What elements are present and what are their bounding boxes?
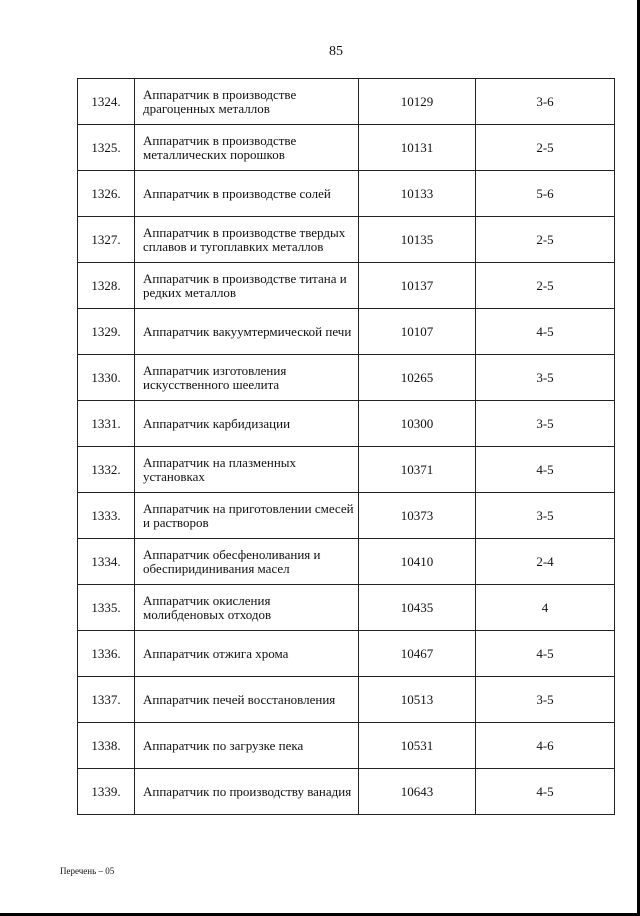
row-number: 1330. — [78, 355, 135, 401]
page-number: 85 — [329, 44, 343, 59]
row-number: 1335. — [78, 585, 135, 631]
table-row — [78, 631, 615, 677]
occupation-name: Аппаратчик по загрузке пека — [135, 723, 359, 769]
table-row — [78, 401, 615, 447]
grade-range: 4-5 — [476, 309, 615, 355]
occupation-code: 10513 — [359, 677, 476, 723]
table-row — [78, 677, 615, 723]
table-row — [78, 125, 615, 171]
occupation-code: 10410 — [359, 539, 476, 585]
grade-range: 2-5 — [476, 125, 615, 171]
grade-range: 5-6 — [476, 171, 615, 217]
row-number: 1331. — [78, 401, 135, 447]
occupation-code: 10300 — [359, 401, 476, 447]
row-number: 1333. — [78, 493, 135, 539]
occupation-code: 10531 — [359, 723, 476, 769]
occupation-code: 10129 — [359, 79, 476, 125]
grade-range: 2-4 — [476, 539, 615, 585]
grade-range: 4-6 — [476, 723, 615, 769]
occupation-name: Аппаратчик отжига хрома — [135, 631, 359, 677]
table-row — [78, 723, 615, 769]
occupation-code: 10467 — [359, 631, 476, 677]
occupation-name: Аппаратчик в производстве титана и редких металлов — [135, 263, 359, 309]
table-row — [78, 539, 615, 585]
occupation-name: Аппаратчик в производстве драгоценных металлов — [135, 79, 359, 125]
grade-range: 3-6 — [476, 79, 615, 125]
table-row — [78, 79, 615, 125]
grade-range: 3-5 — [476, 677, 615, 723]
row-number: 1325. — [78, 125, 135, 171]
row-number: 1339. — [78, 769, 135, 815]
occupation-name: Аппаратчик на плазменных установках — [135, 447, 359, 493]
occupation-name: Аппаратчик в производстве твердых сплавов и тугоплавких металлов — [135, 217, 359, 263]
occupation-code: 10371 — [359, 447, 476, 493]
occupation-name: Аппаратчик в производстве металлических порошков — [135, 125, 359, 171]
table-row — [78, 447, 615, 493]
row-number: 1336. — [78, 631, 135, 677]
grade-range: 4-5 — [476, 769, 615, 815]
grade-range: 4-5 — [476, 631, 615, 677]
table-row — [78, 171, 615, 217]
table-row — [78, 309, 615, 355]
row-number: 1334. — [78, 539, 135, 585]
row-number: 1327. — [78, 217, 135, 263]
row-number: 1328. — [78, 263, 135, 309]
row-number: 1326. — [78, 171, 135, 217]
occupation-code: 10435 — [359, 585, 476, 631]
occupation-code: 10135 — [359, 217, 476, 263]
row-number: 1324. — [78, 79, 135, 125]
occupation-code: 10131 — [359, 125, 476, 171]
grade-range: 3-5 — [476, 401, 615, 447]
occupation-name: Аппаратчик по производству ванадия — [135, 769, 359, 815]
occupation-code: 10373 — [359, 493, 476, 539]
occupation-code: 10643 — [359, 769, 476, 815]
occupation-name: Аппаратчик обесфеноливания и обеспиридинивания масел — [135, 539, 359, 585]
occupation-code: 10133 — [359, 171, 476, 217]
grade-range: 3-5 — [476, 355, 615, 401]
table-row — [78, 355, 615, 401]
row-number: 1329. — [78, 309, 135, 355]
table-row — [78, 585, 615, 631]
occupation-code: 10107 — [359, 309, 476, 355]
occupation-name: Аппаратчик окисления молибденовых отходов — [135, 585, 359, 631]
occupation-name: Аппаратчик печей восстановления — [135, 677, 359, 723]
occupation-name: Аппаратчик в производстве солей — [135, 171, 359, 217]
grade-range: 2-5 — [476, 217, 615, 263]
occupation-code: 10137 — [359, 263, 476, 309]
occupation-name: Аппаратчик вакуумтермической печи — [135, 309, 359, 355]
occupation-code: 10265 — [359, 355, 476, 401]
grade-range: 4-5 — [476, 447, 615, 493]
grade-range: 3-5 — [476, 493, 615, 539]
occupation-table — [77, 78, 615, 815]
table-body — [78, 79, 615, 815]
table-row — [78, 217, 615, 263]
row-number: 1337. — [78, 677, 135, 723]
grade-range: 2-5 — [476, 263, 615, 309]
occupation-name: Аппаратчик на приготовлении смесей и растворов — [135, 493, 359, 539]
occupation-name: Аппаратчик изготовления искусственного шеелита — [135, 355, 359, 401]
page-footer: Перечень – 05 — [60, 866, 115, 876]
occupation-name: Аппаратчик карбидизации — [135, 401, 359, 447]
row-number: 1332. — [78, 447, 135, 493]
table-row — [78, 769, 615, 815]
table-row — [78, 263, 615, 309]
table-row — [78, 493, 615, 539]
grade-range: 4 — [476, 585, 615, 631]
row-number: 1338. — [78, 723, 135, 769]
